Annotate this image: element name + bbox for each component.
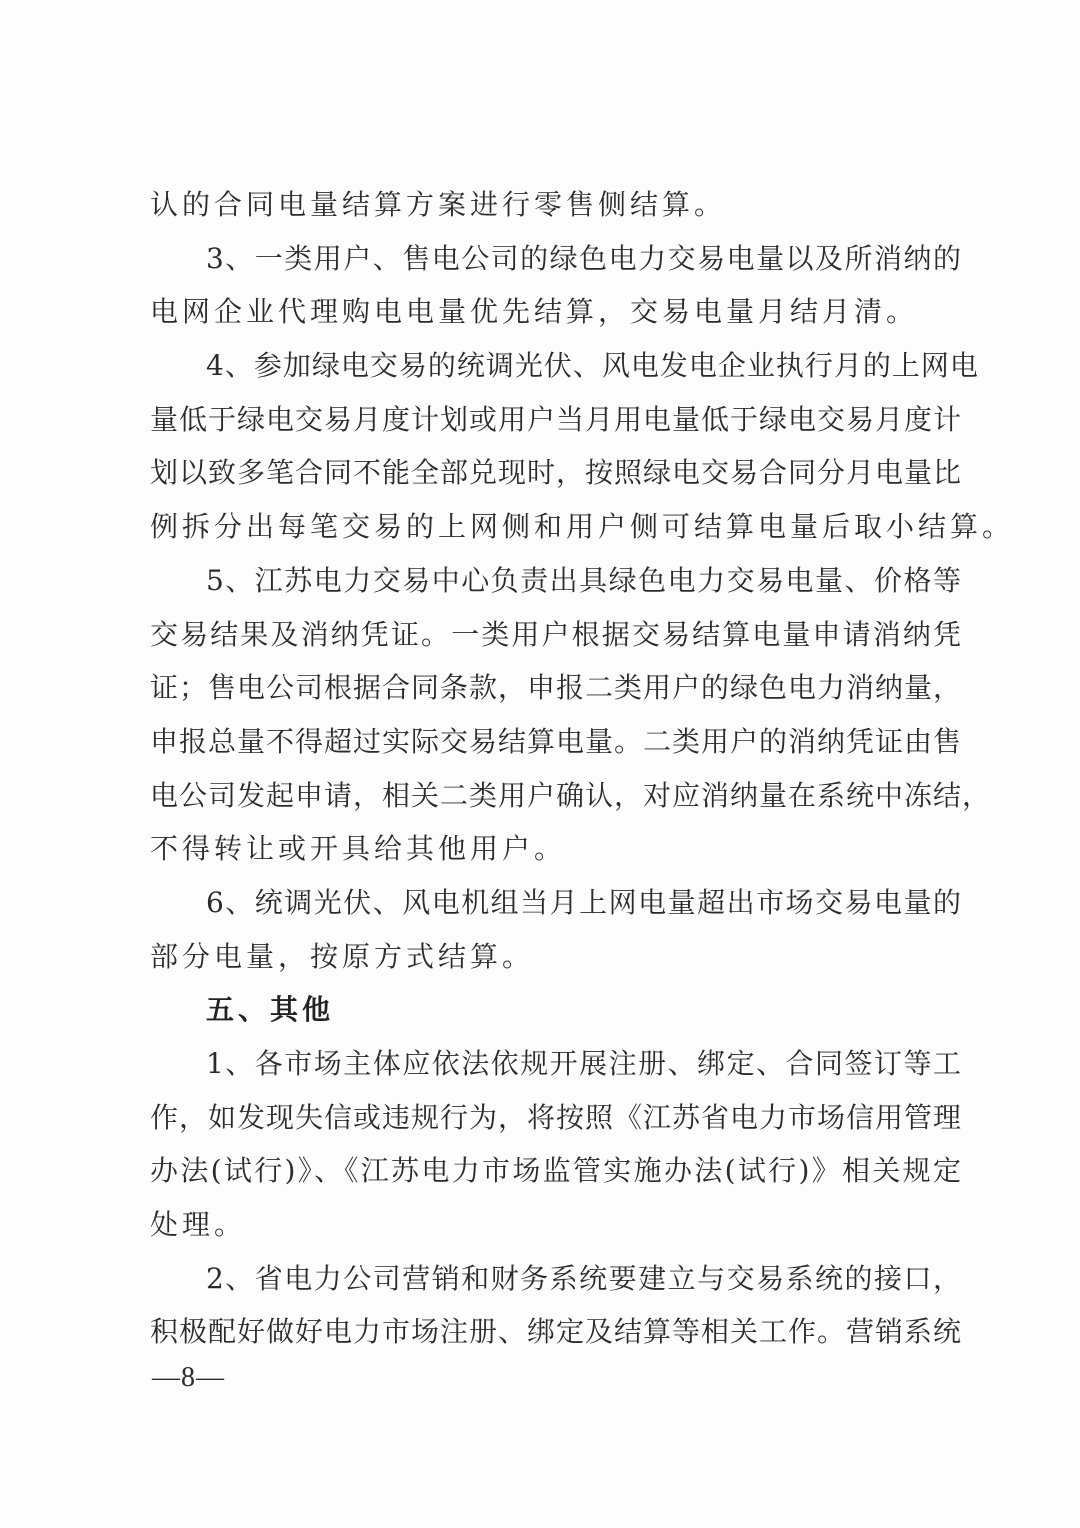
section-heading: 五、其他 [206,993,335,1027]
body-line: 处理。 [150,1208,247,1242]
body-line: 例拆分出每笔交易的上网侧和用户侧可结算电量后取小结算。 [150,510,1015,544]
body-line: 部分电量，按原方式结算。 [150,939,535,973]
body-line: 3、一类用户、售电公司的绿色电力交易电量以及所消纳的 [206,241,962,275]
body-line: 电网企业代理购电电量优先结算，交易电量月结月清。 [150,295,919,329]
page-number: —8— [152,1362,225,1393]
body-line: 不得转让或开具给其他用户。 [150,832,567,866]
body-line: 划以致多笔合同不能全部兑现时，按照绿电交易合同分月电量比 [150,456,963,490]
body-line: 申报总量不得超过实际交易结算电量。二类用户的消纳凭证由售 [150,724,963,758]
body-line: 作，如发现失信或违规行为，将按照《江苏省电力市场信用管理 [150,1100,963,1134]
body-line: 5、江苏电力交易中心负责出具绿色电力交易电量、价格等 [206,563,962,597]
body-line: 办法(试行)》、《江苏电力市场监管实施办法(试行)》相关规定 [150,1154,962,1188]
body-line: 2、省电力公司营销和财务系统要建立与交易系统的接口， [206,1261,962,1295]
body-line: 认的合同电量结算方案进行零售侧结算。 [150,188,727,221]
body-line: 证；售电公司根据合同条款，申报二类用户的绿色电力消纳量， [150,671,963,705]
body-line: 1、各市场主体应依法依规开展注册、绑定、合同签订等工 [206,1047,962,1080]
body-line: 电公司发起申请，相关二类用户确认，对应消纳量在系统中冻结， [150,778,992,812]
body-line: 交易结果及消纳凭证。一类用户根据交易结算电量申请消纳凭 [150,617,962,651]
body-line: 6、统调光伏、风电机组当月上网电量超出市场交易电量的 [206,885,962,919]
body-line: 量低于绿电交易月度计划或用户当月用电量低于绿电交易月度计 [150,402,963,436]
document-body [150,178,1015,1359]
body-line: 4、参加绿电交易的统调光伏、风电发电企业执行月的上网电 [206,349,979,383]
body-line: 积极配好做好电力市场注册、绑定及结算等相关工作。营销系统 [150,1315,963,1349]
